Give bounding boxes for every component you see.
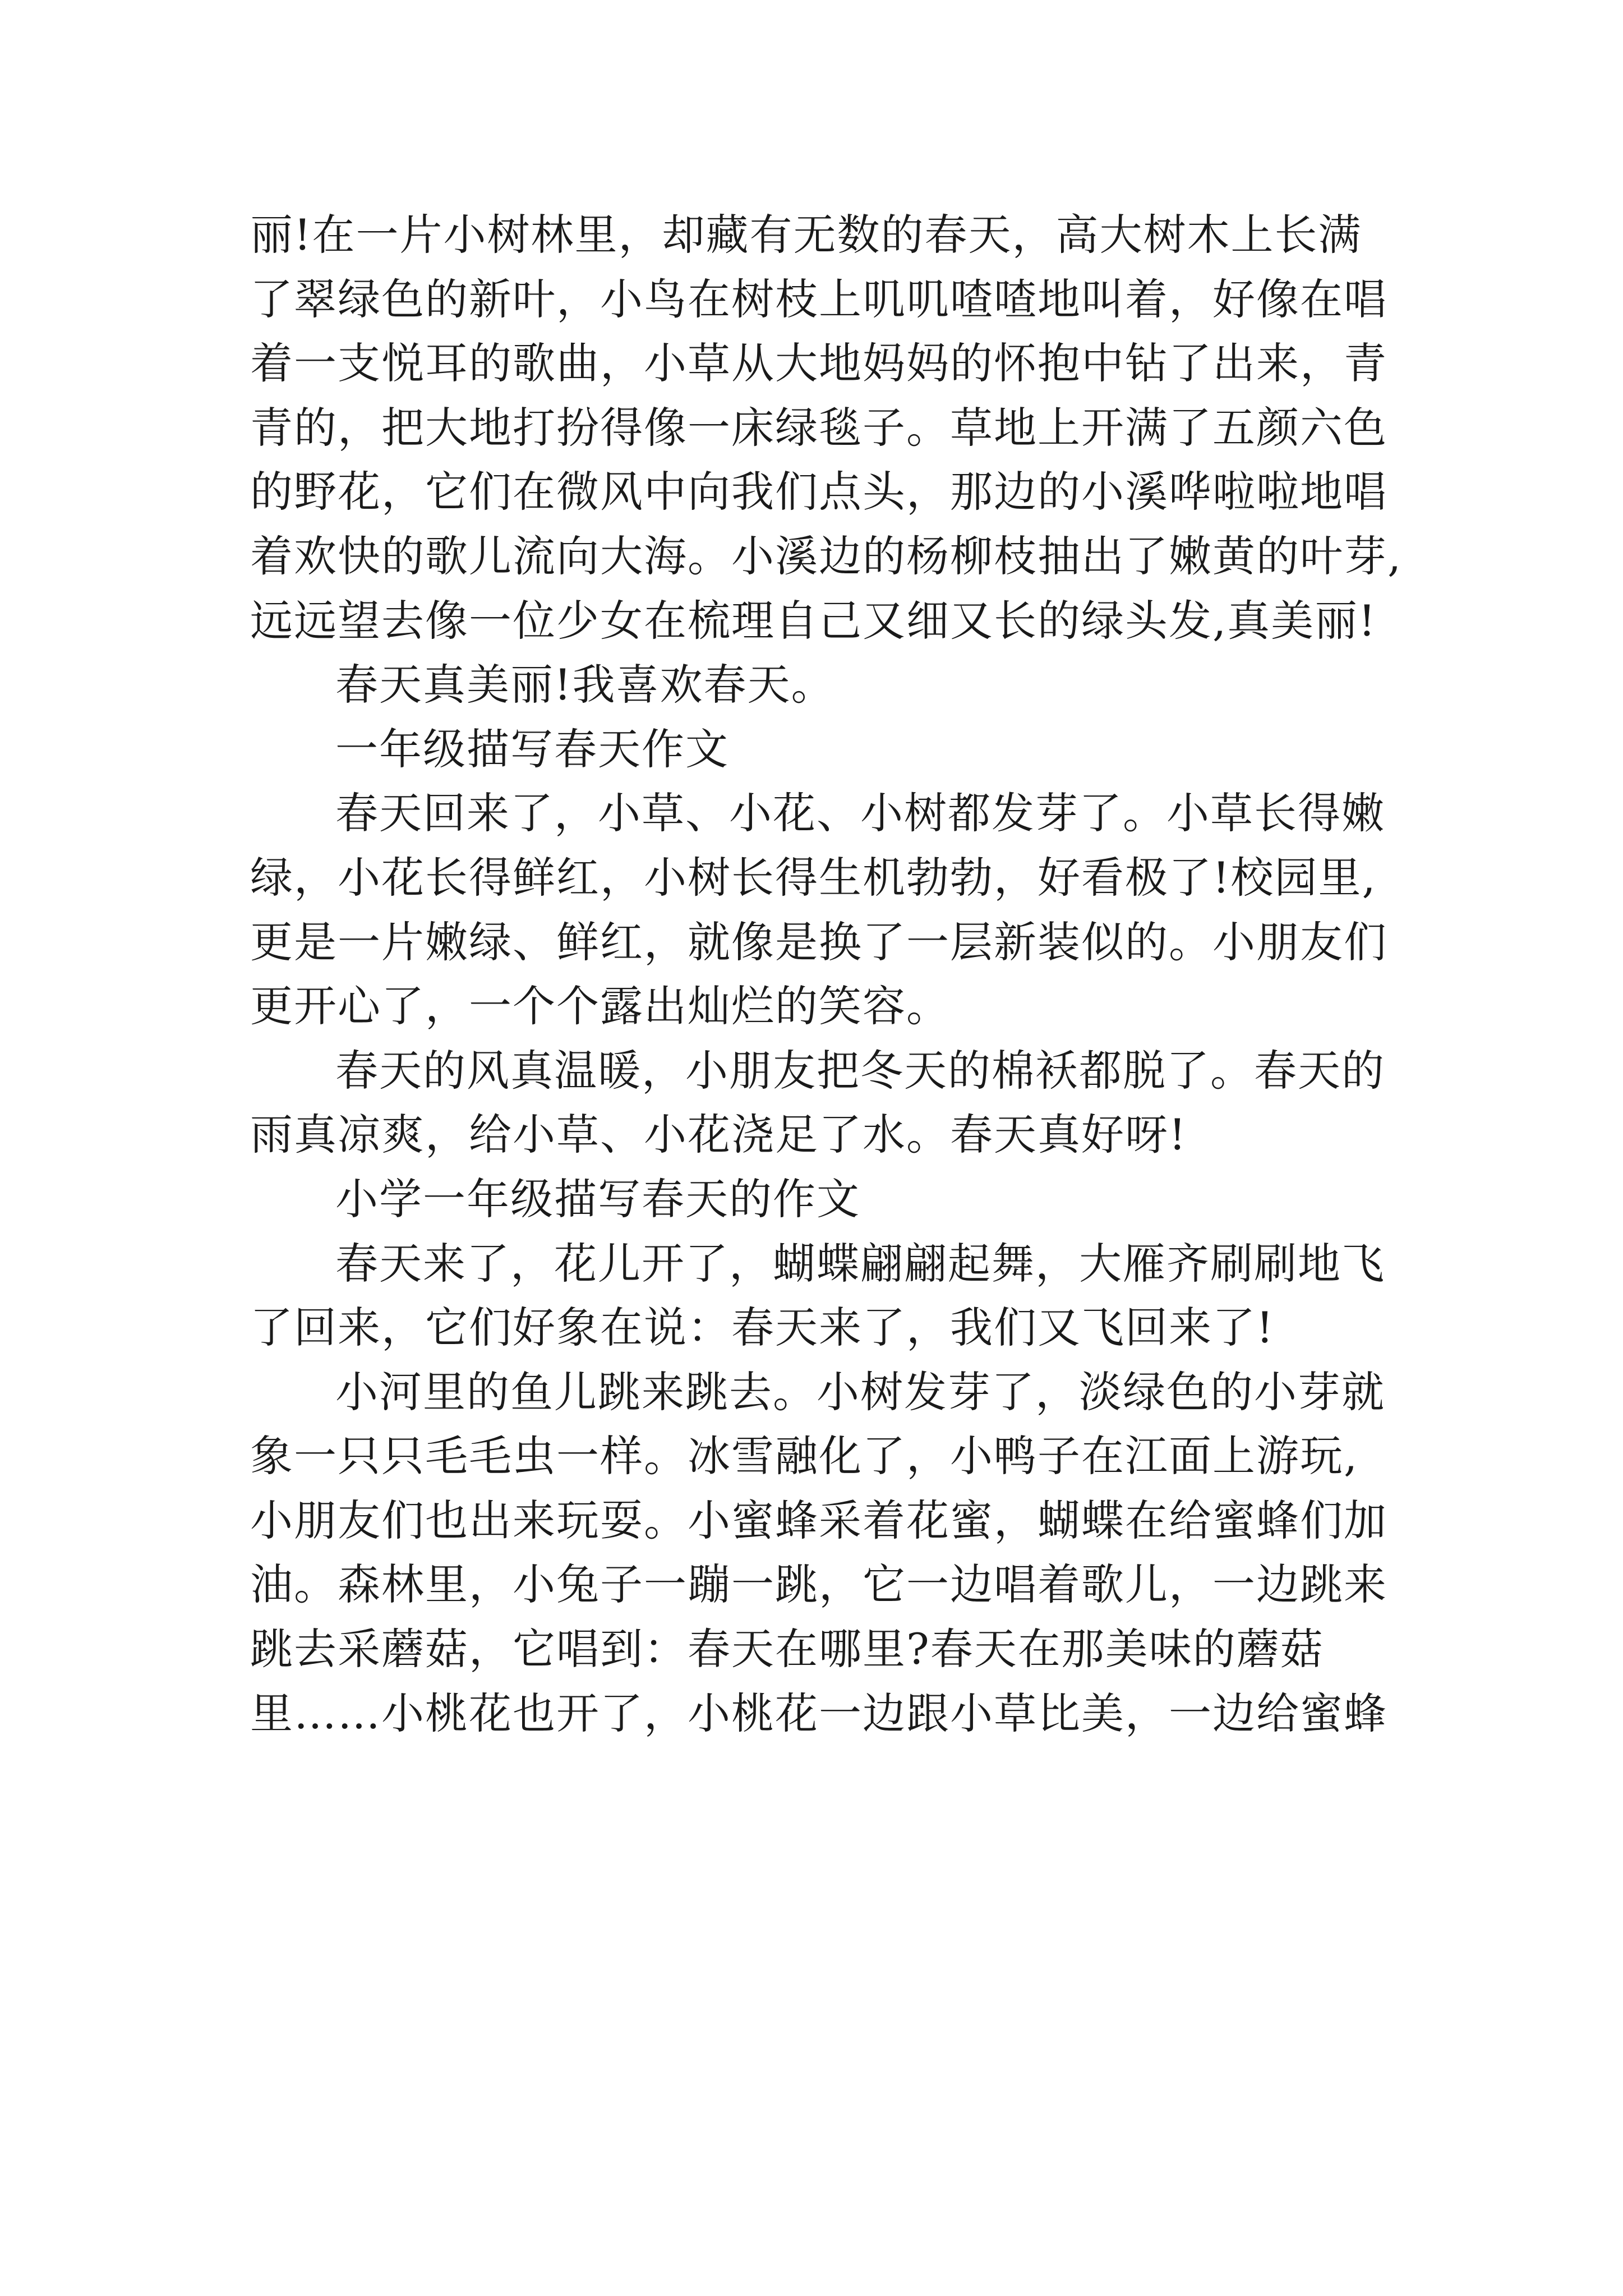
text-line: 象一只只毛毛虫一样。冰雪融化了，小鸭子在江面上游玩, — [250, 1431, 1359, 1481]
essay-body — [250, 203, 1403, 1746]
text-line: 绿，小花长得鲜红，小树长得生机勃勃，好看极了!校园里, — [250, 852, 1377, 903]
text-line: 更开心了，一个个露出灿烂的笑容。 — [250, 981, 950, 1032]
text-line: 油。森林里，小兔子一蹦一跳，它一边唱着歌儿，一边跳来 — [250, 1559, 1387, 1610]
text-line: 小朋友们也出来玩耍。小蜜蜂采着花蜜，蝴蝶在给蜜蜂们加 — [250, 1495, 1387, 1545]
text-line: 着欢快的歌儿流向大海。小溪边的杨柳枝抽出了嫩黄的叶芽, — [250, 531, 1403, 581]
section-heading: 一年级描写春天作文 — [335, 724, 729, 774]
text-line: 雨真凉爽，给小草、小花浇足了水。春天真好呀! — [250, 1110, 1187, 1160]
text-line: 了回来，它们好象在说：春天来了，我们又飞回来了! — [250, 1303, 1275, 1353]
paragraph-line: 春天的风真温暖，小朋友把冬天的棉袄都脱了。春天的 — [335, 1045, 1385, 1096]
section-heading: 小学一年级描写春天的作文 — [335, 1174, 860, 1224]
text-line: 更是一片嫩绿、鲜红，就像是换了一层新装似的。小朋友们 — [250, 917, 1387, 967]
text-line: 青的，把大地打扮得像一床绿毯子。草地上开满了五颜六色 — [250, 402, 1387, 453]
text-line: 跳去采蘑菇，它唱到：春天在哪里?春天在那美味的蘑菇 — [250, 1624, 1324, 1674]
paragraph-line: 春天来了，花儿开了，蝴蝶翩翩起舞，大雁齐刷刷地飞 — [335, 1238, 1385, 1289]
text-line: 了翠绿色的新叶，小鸟在树枝上叽叽喳喳地叫着，好像在唱 — [250, 274, 1387, 324]
paragraph-line: 春天真美丽!我喜欢春天。 — [335, 660, 835, 710]
paragraph-line: 小河里的鱼儿跳来跳去。小树发芽了，淡绿色的小芽就 — [335, 1366, 1385, 1417]
text-line: 的野花，它们在微风中向我们点头，那边的小溪哗啦啦地唱 — [250, 467, 1387, 517]
text-line: 着一支悦耳的歌曲，小草从大地妈妈的怀抱中钻了出来，青 — [250, 338, 1387, 389]
text-line: 里……小桃花也开了，小桃花一边跟小草比美，一边给蜜蜂 — [250, 1688, 1387, 1738]
text-line: 远远望去像一位少女在梳理自己又细又长的绿头发,真美丽! — [250, 595, 1377, 646]
paragraph-line: 春天回来了，小草、小花、小树都发芽了。小草长得嫩 — [335, 788, 1385, 839]
text-line: 丽!在一片小树林里，却藏有无数的春天，高大树木上长满 — [250, 210, 1362, 260]
